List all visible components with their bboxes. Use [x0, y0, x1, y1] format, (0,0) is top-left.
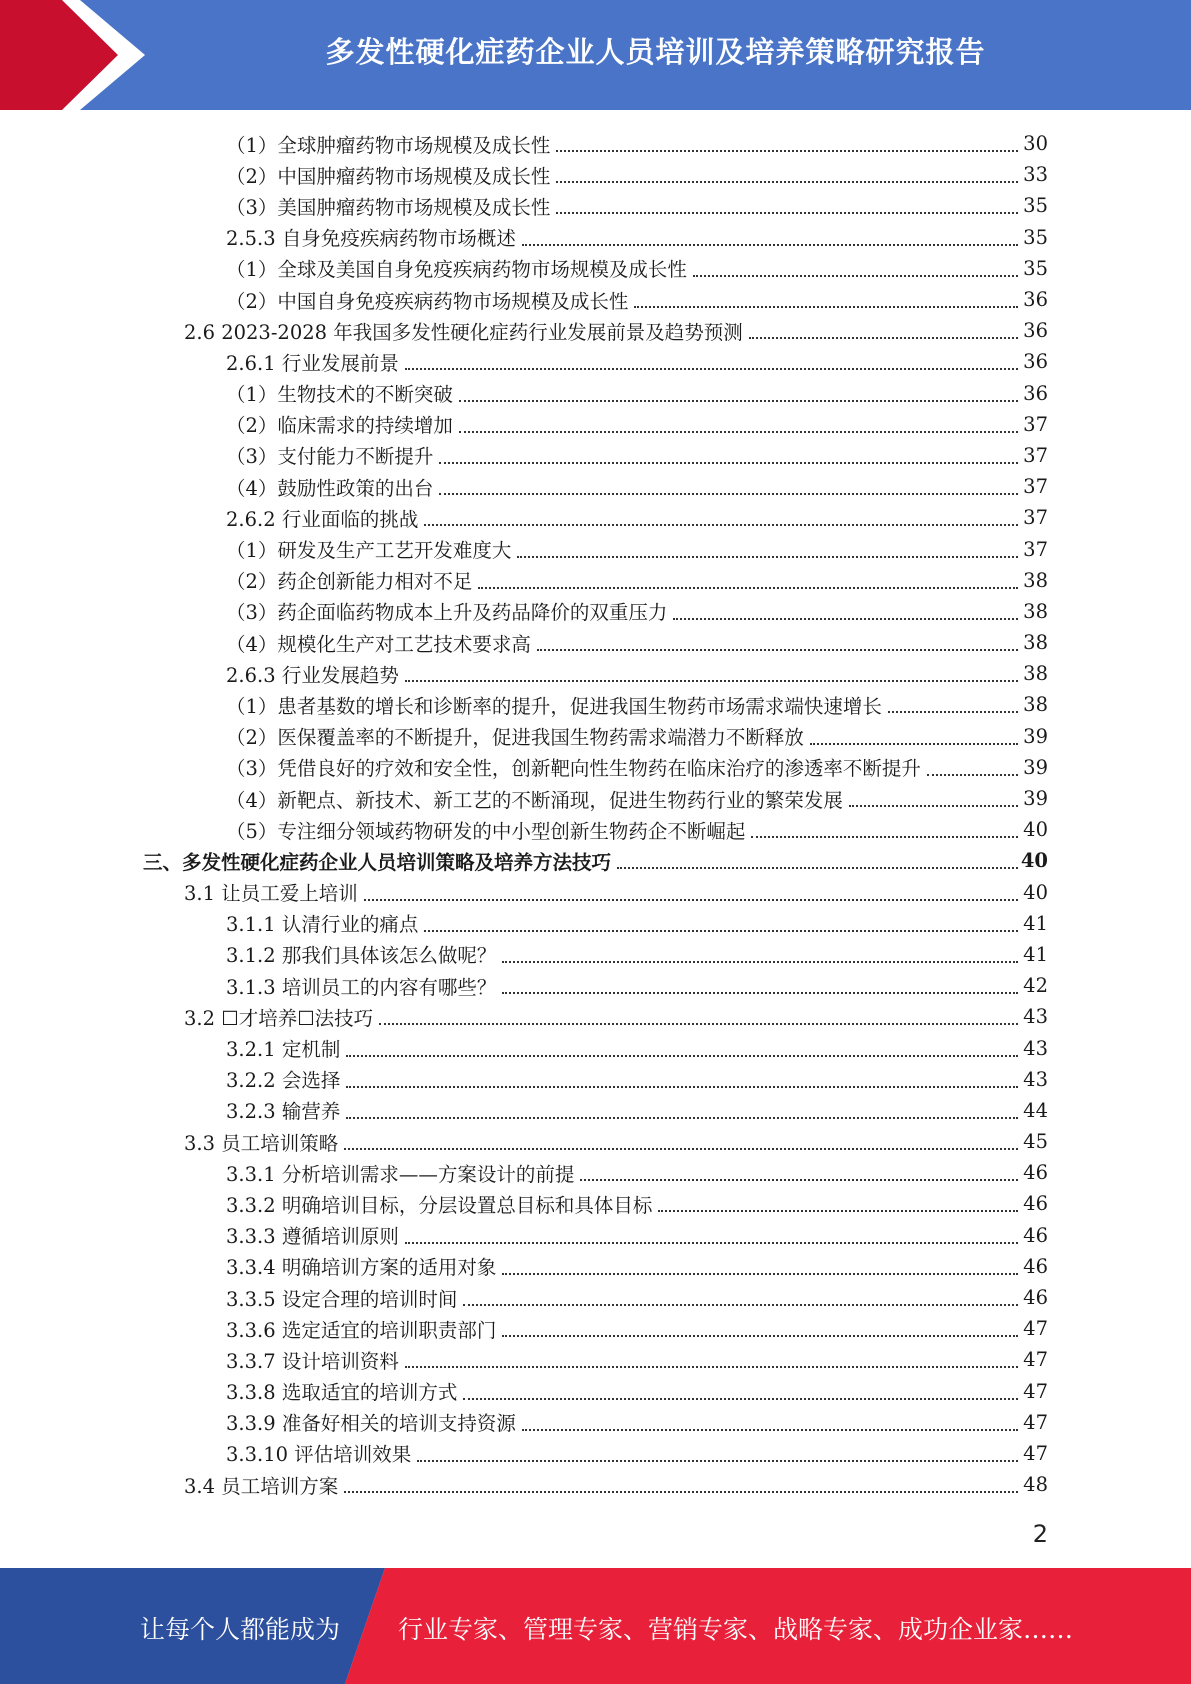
toc-entry-label: 3.3.4 明确培训方案的适用对象	[226, 1256, 497, 1280]
toc-entry-page: 41	[1023, 942, 1048, 966]
toc-entry[interactable]	[0, 565, 1048, 596]
toc-entry-page: 40	[1023, 880, 1048, 904]
toc-entry-page: 33	[1023, 163, 1048, 187]
toc-dot-leader	[459, 430, 1018, 433]
toc-entry[interactable]	[0, 1438, 1048, 1469]
toc-entry-page: 38	[1023, 568, 1048, 592]
toc-dot-leader	[522, 243, 1018, 246]
toc-entry[interactable]	[0, 845, 1048, 876]
toc-dot-leader	[424, 929, 1018, 932]
toc-entry[interactable]	[0, 814, 1048, 845]
toc-entry-page: 36	[1023, 350, 1048, 374]
toc-entry[interactable]	[0, 190, 1048, 221]
toc-dot-leader	[888, 710, 1018, 713]
toc-entry-page: 37	[1023, 475, 1048, 499]
toc-entry-page: 47	[1023, 1317, 1048, 1341]
toc-dot-leader	[810, 742, 1018, 745]
toc-entry-label: 3.1 让员工爱上培训	[184, 882, 358, 906]
toc-entry-page: 35	[1023, 194, 1048, 218]
toc-entry-label: 3.3.3 遵循培训原则	[226, 1225, 399, 1249]
toc-entry-label: 3.2 ☐才培养☐法技巧	[184, 1006, 374, 1030]
toc-entry-page: 37	[1023, 537, 1048, 561]
toc-entry-label: 2.6 2023-2028 年我国多发性硬化症药行业发展前景及趋势预测	[184, 320, 743, 344]
toc-entry[interactable]	[0, 159, 1048, 190]
toc-dot-leader	[927, 773, 1018, 776]
toc-dot-leader	[502, 960, 1018, 963]
toc-entry-label: （3）支付能力不断提升	[226, 445, 434, 469]
toc-entry-label: （1）研发及生产工艺开发难度大	[226, 539, 512, 563]
toc-dot-leader	[617, 866, 1018, 869]
toc-entry-label: （1）生物技术的不断突破	[226, 383, 453, 407]
toc-entry-page: 39	[1023, 724, 1048, 748]
toc-dot-leader	[346, 1116, 1018, 1119]
toc-dot-leader	[580, 1178, 1018, 1181]
toc-entry[interactable]	[0, 1282, 1048, 1313]
toc-dot-leader	[478, 586, 1018, 589]
toc-entry-label: 3.3.7 设计培训资料	[226, 1349, 399, 1373]
toc-entry[interactable]	[0, 502, 1048, 533]
toc-entry-label: 2.6.2 行业面临的挑战	[226, 507, 419, 531]
toc-entry-label: （4）新靶点、新技术、新工艺的不断涌现，促进生物药行业的繁荣发展	[226, 788, 843, 812]
toc-entry[interactable]	[0, 689, 1048, 720]
toc-entry-page: 47	[1023, 1379, 1048, 1403]
toc-entry[interactable]	[0, 752, 1048, 783]
toc-dot-leader	[749, 336, 1018, 339]
toc-entry-label: （3）药企面临药物成本上升及药品降价的双重压力	[226, 601, 668, 625]
toc-entry-label: 3.1.2 那我们具体该怎么做呢？	[226, 944, 497, 968]
toc-entry-page: 39	[1023, 755, 1048, 779]
toc-entry-page: 46	[1023, 1161, 1048, 1185]
toc-dot-leader	[424, 523, 1018, 526]
toc-dot-leader	[673, 617, 1018, 620]
toc-entry-label: 3.3.8 选取适宜的培训方式	[226, 1381, 458, 1405]
toc-entry-page: 40	[1020, 849, 1048, 873]
toc-entry-page: 35	[1023, 225, 1048, 249]
toc-entry-label: 2.6.3 行业发展趋势	[226, 663, 399, 687]
toc-entry-page: 37	[1023, 506, 1048, 530]
toc-dot-leader	[344, 1147, 1018, 1150]
toc-entry-label: 3.2.3 输营养	[226, 1100, 341, 1124]
toc-entry-label: （3）凭借良好的疗效和安全性，创新靶向性生物药在临床治疗的渗透率不断提升	[226, 757, 921, 781]
toc-entry-page: 47	[1023, 1441, 1048, 1465]
toc-dot-leader	[463, 1397, 1018, 1400]
toc-entry-page: 47	[1023, 1410, 1048, 1434]
toc-entry-label: 3.3.5 设定合理的培训时间	[226, 1287, 458, 1311]
toc-entry[interactable]	[0, 1001, 1048, 1032]
toc-entry-page: 42	[1023, 974, 1048, 998]
toc-entry-label: 3.2.1 定机制	[226, 1038, 341, 1062]
toc-entry[interactable]	[0, 1344, 1048, 1375]
document-title: 多发性硬化症药企业人员培训及培养策略研究报告	[325, 35, 986, 69]
toc-entry-page: 37	[1023, 412, 1048, 436]
toc-entry[interactable]	[0, 284, 1048, 315]
toc-entry[interactable]	[0, 440, 1048, 471]
toc-entry-label: （4）鼓励性政策的出台	[226, 476, 434, 500]
toc-dot-leader	[405, 679, 1018, 682]
toc-dot-leader	[502, 1272, 1018, 1275]
toc-entry[interactable]	[0, 222, 1048, 253]
toc-entry-page: 30	[1023, 132, 1048, 156]
toc-dot-leader	[634, 305, 1018, 308]
toc-entry-page: 38	[1023, 631, 1048, 655]
toc-entry[interactable]	[0, 721, 1048, 752]
toc-entry-label: （1）患者基数的增长和诊断率的提升，促进我国生物药市场需求端快速增长	[226, 694, 882, 718]
toc-dot-leader	[439, 492, 1018, 495]
toc-entry[interactable]	[0, 1251, 1048, 1282]
toc-entry-label: （2）中国肿瘤药物市场规模及成长性	[226, 164, 551, 188]
toc-entry-label: 3.3.1 分析培训需求——方案设计的前提	[226, 1162, 575, 1186]
toc-entry[interactable]	[0, 1376, 1048, 1407]
toc-entry-label: 3.1.1 认清行业的痛点	[226, 913, 419, 937]
toc-entry[interactable]	[0, 471, 1048, 502]
footer-slogan-right: 行业专家、管理专家、营销专家、战略专家、成功企业家……	[398, 1615, 1074, 1644]
toc-entry-page: 41	[1023, 911, 1048, 935]
toc-entry-label: （1）全球及美国自身免疫疾病药物市场规模及成长性	[226, 258, 687, 282]
toc-entry-label: 3.2.2 会选择	[226, 1069, 341, 1093]
toc-entry[interactable]	[0, 1188, 1048, 1219]
toc-entry-page: 39	[1023, 787, 1048, 811]
toc-dot-leader	[405, 1365, 1018, 1368]
toc-dot-leader	[463, 1303, 1018, 1306]
toc-dot-leader	[849, 804, 1018, 807]
toc-entry[interactable]	[0, 908, 1048, 939]
toc-entry-label: （2）临床需求的持续增加	[226, 414, 453, 438]
toc-entry-label: 3.3 员工培训策略	[184, 1131, 339, 1155]
toc-dot-leader	[751, 835, 1018, 838]
header-banner	[0, 0, 1191, 110]
toc-entry[interactable]	[0, 253, 1048, 284]
toc-entry-page: 43	[1023, 1036, 1048, 1060]
toc-dot-leader	[405, 1241, 1018, 1244]
toc-entry-label: （2）药企创新能力相对不足	[226, 570, 473, 594]
toc-dot-leader	[556, 211, 1018, 214]
toc-entry-page: 38	[1023, 599, 1048, 623]
toc-entry[interactable]	[0, 1220, 1048, 1251]
toc-entry-label: 2.5.3 自身免疫疾病药物市场概述	[226, 227, 516, 251]
toc-dot-leader	[346, 1085, 1018, 1088]
toc-entry-label: （2）中国自身免疫疾病药物市场规模及成长性	[226, 289, 629, 313]
toc-entry-label: 3.3.9 准备好相关的培训支持资源	[226, 1412, 516, 1436]
toc-entry-page: 43	[1023, 1067, 1048, 1091]
toc-entry[interactable]	[0, 1032, 1048, 1063]
toc-entry[interactable]	[0, 1469, 1048, 1500]
toc-entry-label: 3.3.6 选定适宜的培训职责部门	[226, 1318, 497, 1342]
toc-entry[interactable]	[0, 1095, 1048, 1126]
toc-entry[interactable]	[0, 596, 1048, 627]
toc-dot-leader	[417, 1459, 1018, 1462]
toc-entry-page: 46	[1023, 1192, 1048, 1216]
toc-dot-leader	[537, 648, 1018, 651]
toc-entry-page: 38	[1023, 662, 1048, 686]
toc-entry-label: 3.4 员工培训方案	[184, 1474, 339, 1498]
toc-entry-label: 3.1.3 培训员工的内容有哪些？	[226, 975, 497, 999]
toc-entry-page: 46	[1023, 1254, 1048, 1278]
toc-dot-leader	[459, 399, 1018, 402]
toc-dot-leader	[439, 461, 1018, 464]
table-of-contents	[0, 128, 1191, 1500]
toc-entry[interactable]	[0, 315, 1048, 346]
toc-dot-leader	[517, 555, 1018, 558]
toc-dot-leader	[405, 367, 1018, 370]
toc-entry-page: 36	[1023, 319, 1048, 343]
toc-entry[interactable]	[0, 783, 1048, 814]
footer-banner	[0, 1568, 1191, 1684]
toc-entry-page: 36	[1023, 288, 1048, 312]
toc-entry-label: （3）美国肿瘤药物市场规模及成长性	[226, 195, 551, 219]
toc-entry[interactable]	[0, 409, 1048, 440]
toc-entry[interactable]	[0, 533, 1048, 564]
toc-entry-page: 47	[1023, 1348, 1048, 1372]
toc-dot-leader	[556, 180, 1018, 183]
page-number: 2	[1032, 1520, 1048, 1548]
toc-entry-page: 45	[1023, 1130, 1048, 1154]
toc-entry[interactable]	[0, 1064, 1048, 1095]
toc-entry-page: 36	[1023, 381, 1048, 405]
toc-entry[interactable]	[0, 378, 1048, 409]
toc-entry-page: 46	[1023, 1286, 1048, 1310]
toc-entry-label: 三、多发性硬化症药企业人员培训策略及培养方法技巧	[143, 850, 612, 874]
toc-dot-leader	[379, 1022, 1018, 1025]
toc-dot-leader	[693, 274, 1018, 277]
toc-entry-page: 38	[1023, 693, 1048, 717]
toc-entry-page: 37	[1023, 443, 1048, 467]
toc-dot-leader	[344, 1490, 1018, 1493]
toc-entry-label: （5）专注细分领域药物研发的中小型创新生物药企不断崛起	[226, 819, 746, 843]
toc-entry[interactable]	[0, 346, 1048, 377]
toc-dot-leader	[346, 1054, 1018, 1057]
toc-dot-leader	[502, 991, 1018, 994]
toc-entry-label: 3.3.10 评估培训效果	[226, 1443, 412, 1467]
toc-entry[interactable]	[0, 877, 1048, 908]
toc-entry[interactable]	[0, 1126, 1048, 1157]
toc-entry[interactable]	[0, 970, 1048, 1001]
toc-entry[interactable]	[0, 939, 1048, 970]
toc-entry-page: 48	[1023, 1473, 1048, 1497]
toc-entry[interactable]	[0, 1313, 1048, 1344]
toc-entry[interactable]	[0, 1407, 1048, 1438]
toc-entry[interactable]	[0, 658, 1048, 689]
toc-dot-leader	[522, 1428, 1018, 1431]
toc-entry-label: 2.6.1 行业发展前景	[226, 351, 399, 375]
toc-entry-page: 35	[1023, 256, 1048, 280]
toc-entry-label: 3.3.2 明确培训目标，分层设置总目标和具体目标	[226, 1193, 653, 1217]
toc-entry-label: （1）全球肿瘤药物市场规模及成长性	[226, 133, 551, 157]
toc-dot-leader	[364, 898, 1018, 901]
toc-entry[interactable]	[0, 128, 1048, 159]
toc-entry[interactable]	[0, 627, 1048, 658]
toc-entry-label: （2）医保覆盖率的不断提升，促进我国生物药需求端潜力不断释放	[226, 726, 804, 750]
toc-dot-leader	[658, 1209, 1018, 1212]
footer-slogan-left: 让每个人都能成为	[140, 1615, 341, 1644]
toc-entry-page: 40	[1023, 818, 1048, 842]
toc-entry[interactable]	[0, 1157, 1048, 1188]
toc-entry-page: 46	[1023, 1223, 1048, 1247]
toc-entry-page: 43	[1023, 1005, 1048, 1029]
toc-entry-page: 44	[1023, 1098, 1048, 1122]
toc-dot-leader	[502, 1334, 1018, 1337]
toc-dot-leader	[556, 149, 1018, 152]
toc-entry-label: （4）规模化生产对工艺技术要求高	[226, 632, 531, 656]
